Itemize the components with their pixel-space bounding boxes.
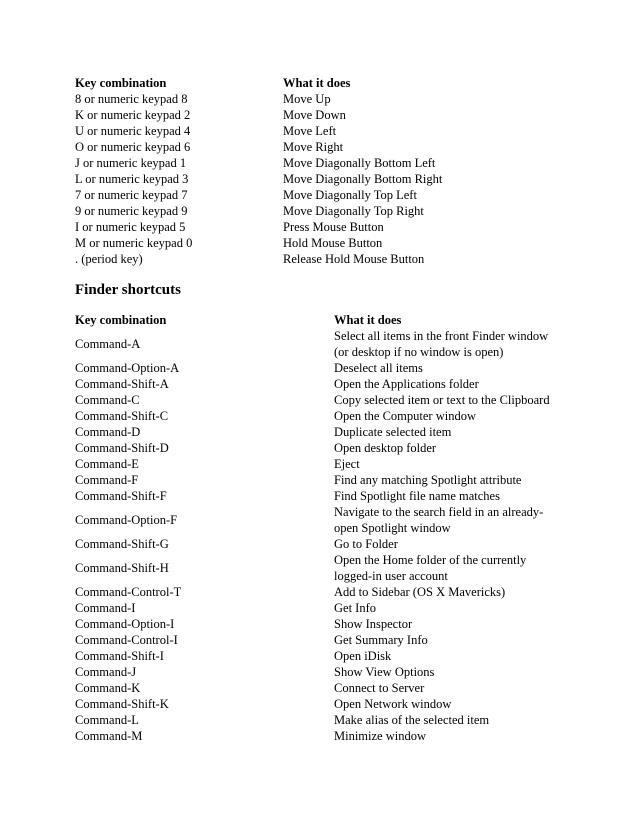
table-row [75,251,613,267]
key-cell: K or numeric keypad 2 [75,108,191,122]
table-row [75,680,559,696]
action-cell: Add to Sidebar (OS X Mavericks) [334,585,506,599]
action-cell: Press Mouse Button [283,220,384,234]
table-row [75,91,613,107]
table-row [75,632,559,648]
key-cell: I or numeric keypad 5 [75,220,186,234]
action-cell: Hold Mouse Button [283,236,383,250]
table-row [75,456,559,472]
table-row [75,107,613,123]
key-cell: Command-Shift-A [75,377,169,391]
key-cell: Command-Control-T [75,585,182,599]
key-cell: Command-Shift-K [75,697,169,711]
table-row [75,696,559,712]
mouse-keys-table [75,75,613,267]
action-cell: Move Right [283,140,344,154]
table-header-row [75,75,613,91]
action-cell: Move Up [283,92,331,106]
table-row [75,392,559,408]
header-what-it-does: What it does [334,313,402,327]
table-row [75,664,559,680]
header-key-combination: Key combination [75,76,167,90]
key-cell: L or numeric keypad 3 [75,172,189,186]
table-row [75,440,559,456]
action-cell: Open desktop folder [334,441,437,455]
action-cell: Find any matching Spotlight attribute [334,473,522,487]
key-cell: Command-Shift-G [75,537,169,551]
action-cell: Move Left [283,124,337,138]
action-cell: Open iDisk [334,649,392,663]
action-cell: Go to Folder [334,537,398,551]
key-cell: Command-D [75,425,141,439]
action-cell: Find Spotlight file name matches [334,489,500,503]
key-cell: Command-Shift-I [75,649,164,663]
action-cell: Show View Options [334,665,435,679]
key-cell: 8 or numeric keypad 8 [75,92,188,106]
table-row [75,504,559,536]
key-cell: Command-Shift-D [75,441,169,455]
key-cell: Command-A [75,337,141,351]
table-row [75,648,559,664]
action-cell: Move Diagonally Bottom Left [283,156,436,170]
key-cell: Command-M [75,729,143,743]
action-cell: Make alias of the selected item [334,713,490,727]
table-row [75,235,613,251]
table-row [75,360,559,376]
action-cell: Minimize window [334,729,427,743]
key-cell: M or numeric keypad 0 [75,236,193,250]
table-row [75,472,559,488]
table-row [75,728,559,744]
table-row [75,155,613,171]
key-cell: 7 or numeric keypad 7 [75,188,188,202]
action-cell: Connect to Server [334,681,425,695]
action-cell: Duplicate selected item [334,425,452,439]
action-cell: Release Hold Mouse Button [283,252,425,266]
key-cell: Command-Option-I [75,617,175,631]
key-cell: Command-Shift-C [75,409,169,423]
action-cell: Move Diagonally Bottom Right [283,172,443,186]
action-cell: Navigate to the search field in an already-open Spotlight window [334,505,544,535]
key-cell: Command-Shift-H [75,561,169,575]
table-header-row [75,312,559,328]
table-row [75,328,559,360]
action-cell: Move Diagonally Top Right [283,204,424,218]
key-cell: Command-Option-F [75,513,178,527]
key-cell: U or numeric keypad 4 [75,124,191,138]
action-cell: Move Down [283,108,346,122]
table-row [75,584,559,600]
action-cell: Move Diagonally Top Left [283,188,417,202]
table-row [75,424,559,440]
key-cell: Command-F [75,473,139,487]
header-what-it-does: What it does [283,76,351,90]
key-cell: 9 or numeric keypad 9 [75,204,188,218]
key-cell: Command-L [75,713,139,727]
section-title-finder-shortcuts: Finder shortcuts [75,282,181,298]
table-row [75,187,613,203]
key-cell: Command-Control-I [75,633,178,647]
table-row [75,552,559,584]
action-cell: Open the Home folder of the currently logged-in user account [334,553,527,583]
action-cell: Copy selected item or text to the Clipboard [334,393,550,407]
table-row [75,488,559,504]
table-row [75,616,559,632]
table-row [75,171,613,187]
action-cell: Get Summary Info [334,633,428,647]
key-cell: . (period key) [75,252,143,266]
table-row [75,712,559,728]
table-row [75,203,613,219]
key-cell: Command-K [75,681,141,695]
action-cell: Open the Computer window [334,409,476,423]
table-row [75,536,559,552]
finder-shortcuts-table [75,312,559,744]
action-cell: Eject [334,457,360,471]
action-cell: Get Info [334,601,376,615]
header-key-combination: Key combination [75,313,167,327]
action-cell: Select all items in the front Finder window (or desktop if no window is open) [334,329,549,359]
table-row [75,139,613,155]
key-cell: Command-Option-A [75,361,180,375]
action-cell: Deselect all items [334,361,423,375]
table-row [75,408,559,424]
table-row [75,123,613,139]
table-row [75,376,559,392]
key-cell: Command-E [75,457,139,471]
action-cell: Open the Applications folder [334,377,479,391]
key-cell: Command-Shift-F [75,489,167,503]
action-cell: Open Network window [334,697,452,711]
action-cell: Show Inspector [334,617,413,631]
key-cell: O or numeric keypad 6 [75,140,191,154]
table-row [75,219,613,235]
key-cell: J or numeric keypad 1 [75,156,187,170]
key-cell: Command-J [75,665,137,679]
table-row [75,600,559,616]
key-cell: Command-C [75,393,140,407]
key-cell: Command-I [75,601,136,615]
